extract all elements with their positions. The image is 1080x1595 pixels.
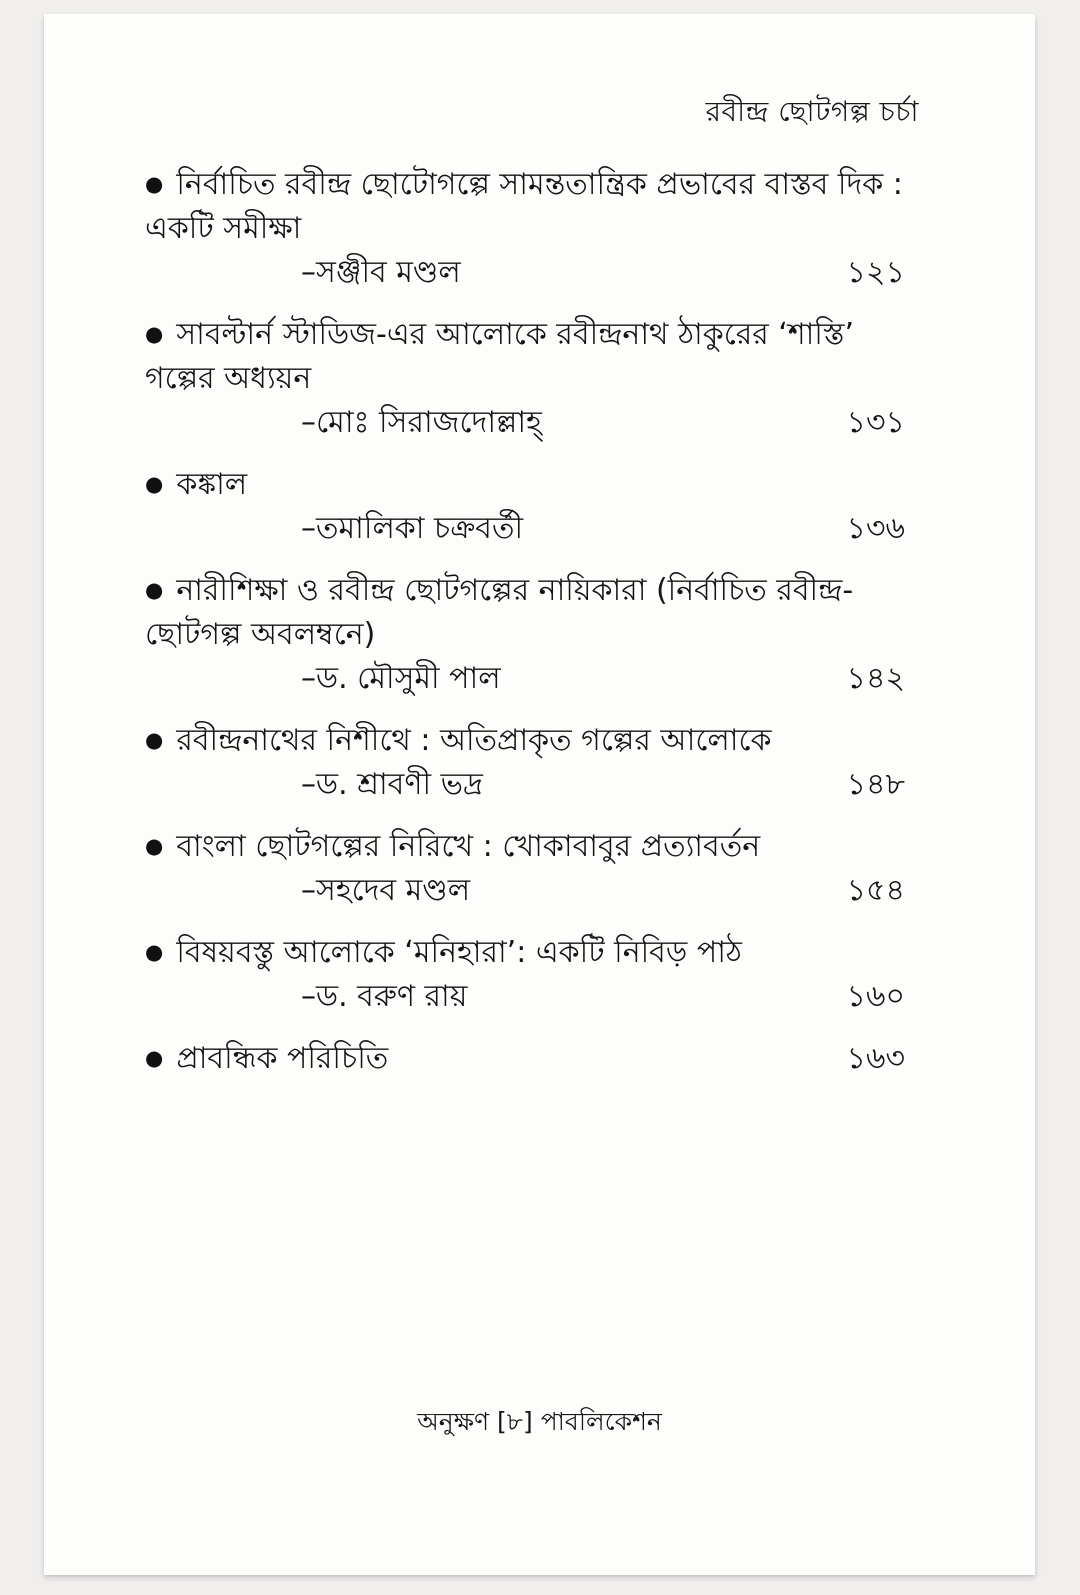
bullet-icon: ●: [145, 834, 164, 858]
entry-title: বিষয়বস্তু আলোকে ‘মনিহারা’: একটি নিবিড় পাঠ: [176, 935, 742, 970]
entry-author: –ড. শ্রাবণী ভদ্র: [301, 767, 483, 802]
toc-entry: [145, 1036, 905, 1081]
entry-title: নারীশিক্ষা ও রবীন্দ্র ছোটগল্পের নায়িকারা (নির্বাচিত রবীন্দ্র-ছোটগল্প অবলম্বনে): [145, 573, 854, 652]
entry-author: –সঞ্জীব মণ্ডল: [301, 255, 461, 290]
entry-page-number: ১৪২: [846, 661, 905, 696]
entry-author: –তমালিকা চক্রবর্তী: [301, 511, 524, 546]
entry-author: –সহদেব মণ্ডল: [301, 873, 471, 908]
toc-entry: [145, 718, 905, 807]
entry-author: –মোঃ সিরাজদোল্লাহ্: [301, 405, 542, 440]
entry-title: কঙ্কাল: [176, 467, 248, 502]
toc-entry: [145, 930, 905, 1019]
entry-title: নির্বাচিত রবীন্দ্র ছোটোগল্পে সামন্ততান্ত্রিক প্রভাবের বাস্তব দিক : একটি সমীক্ষা: [145, 167, 903, 246]
bullet-icon: ●: [145, 940, 164, 964]
page-header-title: রবীন্দ্র ছোটগল্প চর্চা: [705, 95, 919, 128]
publisher-footer: অনুক্ষণ [৮] পাবলিকেশন: [417, 1407, 662, 1436]
entry-page-number: ১৬০: [846, 979, 905, 1014]
table-of-contents: [145, 162, 905, 1098]
entry-page-number: ১৩৬: [846, 511, 905, 546]
toc-entry: [145, 312, 905, 445]
entry-page-number: ১৪৮: [846, 767, 905, 802]
bullet-icon: ●: [145, 1046, 164, 1070]
entry-page-number: ১৬৩: [846, 1041, 905, 1076]
entry-author: –ড. মৌসুমী পাল: [301, 661, 501, 696]
bullet-icon: ●: [145, 578, 164, 602]
entry-author: –ড. বরুণ রায়: [301, 979, 468, 1014]
toc-entry: [145, 568, 905, 701]
bullet-icon: ●: [145, 472, 164, 496]
entry-title: রবীন্দ্রনাথের নিশীথে : অতিপ্রাকৃত গল্পের আলোকে: [176, 723, 772, 758]
bullet-icon: ●: [145, 322, 164, 346]
scanned-page: [44, 14, 1035, 1575]
entry-page-number: ১৩১: [846, 405, 905, 440]
toc-entry: [145, 824, 905, 913]
toc-entry: [145, 162, 905, 295]
entry-title: বাংলা ছোটগল্পের নিরিখে : খোকাবাবুর প্রত্যাবর্তন: [176, 829, 761, 864]
entry-title: প্রাবন্ধিক পরিচিতি: [176, 1041, 389, 1076]
entry-title: সাবল্টার্ন স্টাডিজ-এর আলোকে রবীন্দ্রনাথ ঠাকুরের ‘শাস্তি’ গল্পের অধ্যয়ন: [145, 317, 854, 396]
bullet-icon: ●: [145, 172, 164, 196]
entry-page-number: ১২১: [846, 255, 905, 290]
toc-entry: [145, 462, 905, 551]
bullet-icon: ●: [145, 728, 164, 752]
entry-page-number: ১৫৪: [846, 873, 905, 908]
